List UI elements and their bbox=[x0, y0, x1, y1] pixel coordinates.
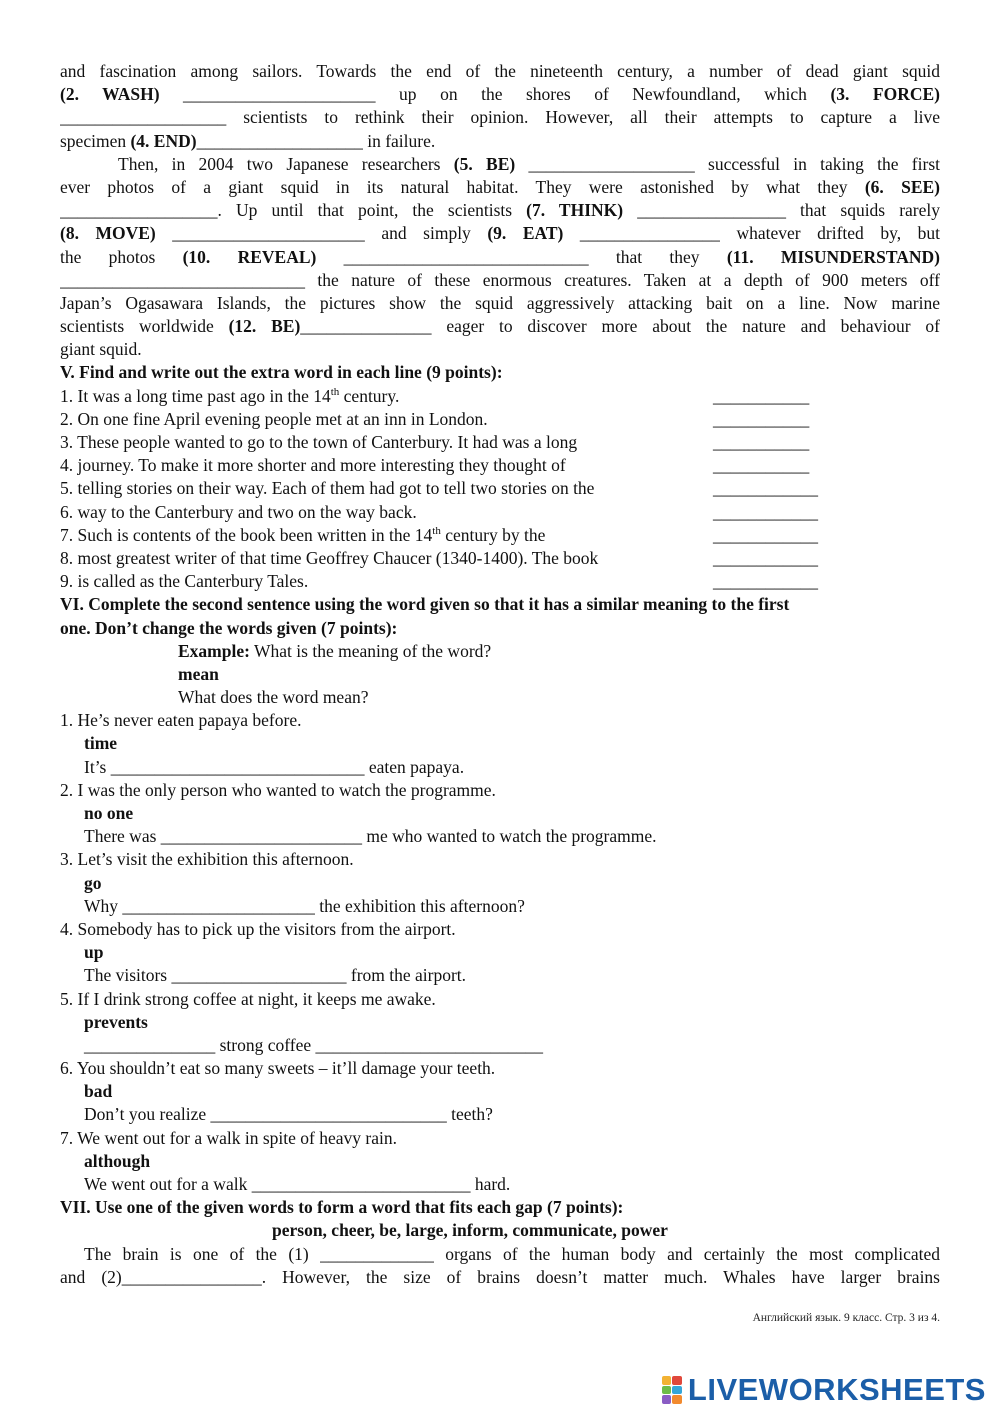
answer-line[interactable]: Why ______________________ the exhibition this afternoon? bbox=[84, 895, 525, 916]
passage-line bbox=[60, 153, 940, 176]
passage-line: and fascination among sailors. Towards the end of the nineteenth century, a number of dead giant squid bbox=[60, 61, 940, 81]
passage-text: specimen bbox=[60, 130, 131, 151]
answer-line[interactable]: There was _______________________ me who wanted to watch the programme. bbox=[84, 826, 657, 847]
answer-blank[interactable]: ____________ bbox=[713, 524, 818, 545]
key-word: prevents bbox=[84, 1011, 148, 1032]
key-word: bad bbox=[84, 1081, 113, 1102]
task-label: (5. BE) bbox=[453, 153, 516, 174]
task-label: (2. WASH) bbox=[60, 84, 160, 105]
section-6-items bbox=[60, 709, 940, 1196]
extra-word-line bbox=[60, 408, 940, 431]
answer-line[interactable]: Don’t you realize ___________________________ teeth? bbox=[84, 1104, 493, 1125]
passage-text: scientists worldwide bbox=[60, 316, 229, 337]
answer-blank[interactable]: ___________ bbox=[713, 385, 810, 406]
answer-blank[interactable]: ___________ bbox=[713, 408, 810, 429]
section-6-title-cont: one. Don’t change the words given (7 points): bbox=[60, 617, 398, 638]
line-text: 4. journey. To make it more shorter and more interesting they thought of bbox=[60, 455, 566, 476]
task-label: (4. END) bbox=[130, 130, 197, 151]
passage-line bbox=[60, 315, 940, 338]
transform-question: 4. Somebody has to pick up the visitors from the airport. bbox=[60, 918, 456, 939]
task-label: (7. THINK) bbox=[526, 200, 624, 221]
passage-text: ________________ whatever drifted by, but bbox=[563, 223, 940, 244]
brand-name: LIVEWORKSHEETS bbox=[687, 1372, 986, 1407]
page-footer: Английский язык. 9 класс. Стр. 3 из 4. bbox=[752, 1312, 940, 1324]
passage-text: ______________________ and simply bbox=[155, 223, 488, 244]
answer-blank[interactable]: ____________ bbox=[713, 571, 818, 592]
example-line bbox=[60, 640, 940, 663]
key-word: although bbox=[84, 1150, 151, 1171]
passage-text: _________________ that squids rarely bbox=[623, 200, 940, 221]
task-label: (6. SEE) bbox=[864, 176, 940, 197]
section-7-line: and (2)________________. However, the size of brains doesn’t matter much. Whales have larger brains bbox=[60, 1266, 940, 1287]
section-5-title: V. Find and write out the extra word in each line (9 points): bbox=[60, 362, 503, 383]
line-text-end: century. bbox=[339, 385, 400, 406]
liveworksheets-logo[interactable] bbox=[662, 1372, 986, 1408]
line-text: 8. most greatest writer of that time Geoffrey Chaucer (1340-1400). The book bbox=[60, 547, 599, 568]
passage-line bbox=[60, 176, 940, 199]
answer-line[interactable]: We went out for a walk _________________________ hard. bbox=[84, 1174, 511, 1194]
line-text: 2. On one fine April evening people met at an inn in London. bbox=[60, 408, 488, 429]
passage-text: ever photos of a giant squid in its natural habitat. They were astonished by what they bbox=[60, 176, 865, 197]
transform-question: 6. You shouldn’t eat so many sweets – it’ll damage your teeth. bbox=[60, 1058, 496, 1079]
passage-line bbox=[60, 130, 940, 153]
line-text: 9. is called as the Canterbury Tales. bbox=[60, 571, 309, 592]
passage-line: giant squid. bbox=[60, 339, 142, 360]
example-answer: What does the word mean? bbox=[178, 687, 369, 708]
key-word: up bbox=[84, 942, 104, 963]
worksheet-page bbox=[60, 60, 940, 1289]
example-word: mean bbox=[178, 663, 219, 684]
extra-word-line bbox=[60, 501, 940, 524]
extra-word-line bbox=[60, 524, 940, 547]
key-word: go bbox=[84, 872, 102, 893]
passage-line bbox=[60, 106, 940, 129]
example-text: What is the meaning of the word? bbox=[249, 640, 492, 661]
line-text-end: century by the bbox=[440, 524, 546, 545]
passage-text: __________________. Up until that point, the scientists bbox=[60, 200, 527, 221]
line-text: 1. It was a long time past ago in the 14 bbox=[60, 385, 331, 406]
passage-text: ___________________ successful in taking the first bbox=[515, 153, 940, 174]
passage-line bbox=[60, 83, 940, 106]
passage-text: ____________________________ the nature of these enormous creatures. Taken at a depth of 900 meters off bbox=[60, 269, 940, 290]
logo-mark-icon bbox=[662, 1376, 682, 1404]
answer-blank[interactable]: ____________ bbox=[713, 478, 818, 499]
extra-word-line bbox=[60, 477, 940, 500]
extra-word-line bbox=[60, 385, 940, 408]
answer-blank[interactable]: ___________ bbox=[713, 455, 810, 476]
passage-line bbox=[60, 246, 940, 269]
task-label: (8. MOVE) bbox=[60, 223, 156, 244]
passage-text: ___________________ scientists to rethink their opinion. However, all their attempts to capture a live bbox=[60, 107, 940, 128]
transform-question: 3. Let’s visit the exhibition this afternoon. bbox=[60, 849, 354, 870]
answer-line[interactable]: The visitors ____________________ from the airport. bbox=[84, 965, 467, 986]
transform-question: 5. If I drink strong coffee at night, it keeps me awake. bbox=[60, 988, 436, 1009]
key-word: time bbox=[84, 733, 118, 754]
task-label: (3. FORCE) bbox=[830, 84, 940, 105]
passage-line bbox=[60, 222, 940, 245]
passage-text: ____________________________ that they bbox=[316, 246, 727, 267]
ordinal-suffix: th bbox=[330, 385, 340, 398]
answer-line[interactable]: _______________ strong coffee __________________________ bbox=[84, 1034, 544, 1055]
answer-line[interactable]: It’s _____________________________ eaten papaya. bbox=[84, 756, 465, 777]
passage-text: the photos bbox=[60, 246, 183, 267]
passage-line bbox=[60, 269, 940, 292]
task-label: (12. BE) bbox=[228, 316, 301, 337]
line-text: 5. telling stories on their way. Each of them had got to tell two stories on the bbox=[60, 478, 595, 499]
section-7-line: The brain is one of the (1) _____________ organs of the human body and certainly the most complicated bbox=[84, 1243, 940, 1264]
transform-question: 7. We went out for a walk in spite of heavy rain. bbox=[60, 1127, 397, 1148]
extra-word-line bbox=[60, 547, 940, 570]
key-word: no one bbox=[84, 803, 134, 823]
answer-blank[interactable]: ____________ bbox=[713, 547, 818, 568]
answer-blank[interactable]: ____________ bbox=[713, 501, 818, 522]
section-7-title: VII. Use one of the given words to form a word that fits each gap (7 points): bbox=[60, 1197, 624, 1218]
passage-text: Then, in 2004 two Japanese researchers bbox=[118, 153, 454, 174]
passage-continued bbox=[60, 60, 940, 361]
transform-question: 1. He’s never eaten papaya before. bbox=[60, 710, 302, 731]
passage-text: _______________ eager to discover more about the nature and behaviour of bbox=[300, 316, 940, 337]
line-text: 6. way to the Canterbury and two on the way back. bbox=[60, 501, 417, 522]
task-label: (10. REVEAL) bbox=[182, 246, 317, 267]
passage-text: ______________________ up on the shores of Newfoundland, which bbox=[159, 84, 831, 105]
example-label: Example: bbox=[178, 640, 250, 661]
section-5-lines bbox=[60, 385, 940, 594]
section-6-title: VI. Complete the second sentence using the word given so that it has a similar meaning to the first bbox=[60, 594, 790, 615]
ordinal-suffix: th bbox=[432, 524, 441, 537]
passage-text: ___________________ in failure. bbox=[196, 130, 436, 151]
line-text: 7. Such is contents of the book been written in the 14 bbox=[60, 524, 433, 545]
answer-blank[interactable]: ___________ bbox=[713, 432, 810, 452]
task-label: (11. MISUNDERSTAND) bbox=[726, 246, 940, 267]
passage-line bbox=[60, 199, 940, 222]
extra-word-line bbox=[60, 454, 940, 477]
task-label: (9. EAT) bbox=[487, 223, 564, 244]
section-7-wordbank: person, cheer, be, large, inform, communicate, power bbox=[272, 1220, 668, 1241]
passage-line: Japan’s Ogasawara Islands, the pictures show the squid aggressively attacking bait on a line. Now marine bbox=[60, 292, 940, 313]
extra-word-line bbox=[60, 431, 940, 454]
transform-question: 2. I was the only person who wanted to watch the programme. bbox=[60, 779, 496, 800]
extra-word-line bbox=[60, 570, 940, 593]
line-text: 3. These people wanted to go to the town of Canterbury. It had was a long bbox=[60, 432, 578, 452]
